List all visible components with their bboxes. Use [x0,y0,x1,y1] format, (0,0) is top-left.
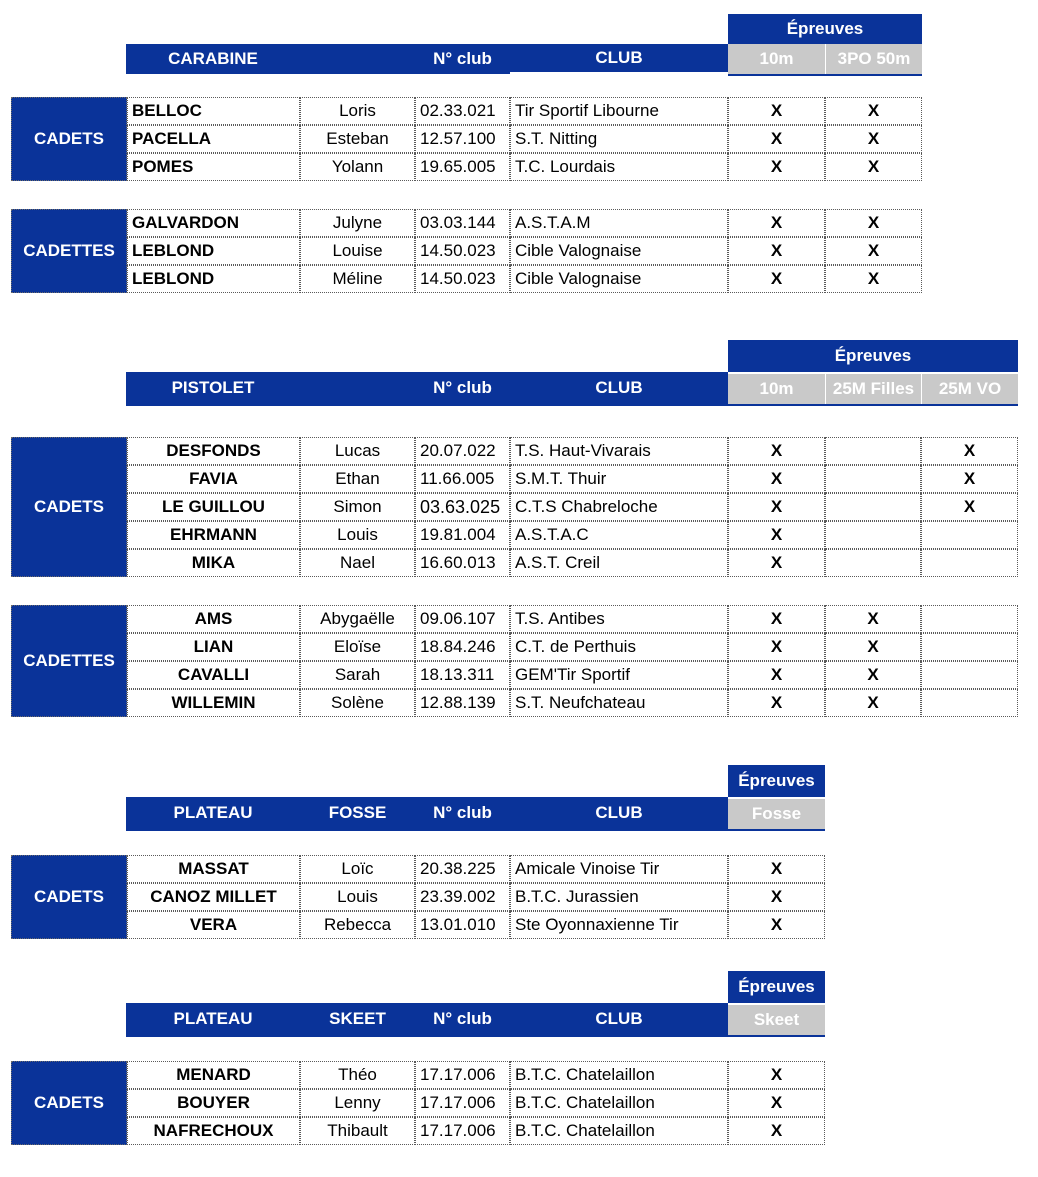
athlete-firstname: Abygaëlle [300,605,415,633]
club-name: A.S.T.A.M [510,209,728,237]
athlete-firstname: Thibault [300,1117,415,1145]
pistolet-event-25m-vo: 25M VO [921,374,1018,404]
fosse-header-fosse: FOSSE [300,797,415,829]
athlete-firstname: Loris [300,97,415,125]
club-name: B.T.C. Chatelaillon [510,1089,728,1117]
event-mark: X [728,265,825,293]
event-mark: X [728,661,825,689]
skeet-header-underline [126,1035,825,1037]
pistolet-event-25m-filles: 25M Filles [825,374,921,404]
event-mark [921,661,1018,689]
club-number: 03.63.025 [415,493,510,521]
event-mark: X [728,125,825,153]
club-name: T.C. Lourdais [510,153,728,181]
athlete-surname: AMS [127,605,300,633]
skeet-header-skeet: SKEET [300,1003,415,1035]
club-number: 17.17.006 [415,1089,510,1117]
event-mark: X [728,97,825,125]
event-mark: X [825,633,921,661]
club-number: 20.07.022 [415,437,510,465]
athlete-surname: POMES [127,153,300,181]
club-number: 14.50.023 [415,237,510,265]
athlete-surname: NAFRECHOUX [127,1117,300,1145]
carabine-events-underline [728,74,922,76]
club-name: B.T.C. Chatelaillon [510,1061,728,1089]
club-number: 19.81.004 [415,521,510,549]
event-mark: X [728,465,825,493]
event-mark: X [728,855,825,883]
athlete-surname: BOUYER [127,1089,300,1117]
carabine-header-club: CLUB [510,44,728,72]
athlete-surname: LE GUILLOU [127,493,300,521]
athlete-surname: PACELLA [127,125,300,153]
athlete-firstname: Louis [300,883,415,911]
event-mark: X [728,605,825,633]
club-number: 19.65.005 [415,153,510,181]
event-mark: X [825,209,922,237]
event-mark [921,689,1018,717]
club-number: 11.66.005 [415,465,510,493]
club-number: 16.60.013 [415,549,510,577]
event-mark: X [728,521,825,549]
athlete-firstname: Simon [300,493,415,521]
fosse-header-plateau: PLATEAU [126,797,300,829]
pistolet-header-discipline: PISTOLET [126,372,300,404]
event-mark: X [728,437,825,465]
event-mark: X [825,237,922,265]
club-name: S.T. Nitting [510,125,728,153]
athlete-surname: MASSAT [127,855,300,883]
event-mark: X [825,97,922,125]
fosse-event-fosse: Fosse [728,799,825,829]
club-name: GEM'Tir Sportif [510,661,728,689]
club-name: T.S. Haut-Vivarais [510,437,728,465]
pistolet-event-10m: 10m [728,374,825,404]
club-number: 02.33.021 [415,97,510,125]
athlete-surname: BELLOC [127,97,300,125]
athlete-firstname: Loïc [300,855,415,883]
club-number: 17.17.006 [415,1117,510,1145]
event-mark: X [728,633,825,661]
club-number: 12.88.139 [415,689,510,717]
event-mark [825,493,921,521]
pistolet-epreuves-header: Épreuves [728,340,1018,372]
fosse-header-club: CLUB [510,797,728,829]
event-mark [921,633,1018,661]
club-name: Amicale Vinoise Tir [510,855,728,883]
club-number: 09.06.107 [415,605,510,633]
event-mark [921,605,1018,633]
skeet-epreuves-header: Épreuves [728,971,825,1003]
pistolet-header-numclub: N° club [415,372,510,404]
club-name: B.T.C. Jurassien [510,883,728,911]
carabine-event-10m: 10m [728,44,825,74]
athlete-surname: CAVALLI [127,661,300,689]
athlete-firstname: Louis [300,521,415,549]
event-mark: X [728,1089,825,1117]
athlete-surname: LEBLOND [127,265,300,293]
carabine-header-prenom [300,44,415,74]
athlete-firstname: Julyne [300,209,415,237]
skeet-event-skeet: Skeet [728,1005,825,1035]
event-mark [825,549,921,577]
event-mark: X [728,237,825,265]
event-mark: X [921,465,1018,493]
club-name: S.M.T. Thuir [510,465,728,493]
club-name: Cible Valognaise [510,237,728,265]
event-mark: X [728,883,825,911]
athlete-surname: CANOZ MILLET [127,883,300,911]
athlete-surname: DESFONDS [127,437,300,465]
event-mark: X [728,911,825,939]
athlete-firstname: Yolann [300,153,415,181]
athlete-surname: LIAN [127,633,300,661]
club-name: Tir Sportif Libourne [510,97,728,125]
event-mark: X [825,661,921,689]
athlete-surname: MIKA [127,549,300,577]
event-mark: X [825,605,921,633]
athlete-firstname: Sarah [300,661,415,689]
club-number: 17.17.006 [415,1061,510,1089]
event-mark: X [728,209,825,237]
event-mark: X [825,689,921,717]
event-mark [921,549,1018,577]
club-number: 03.03.144 [415,209,510,237]
athlete-firstname: Louise [300,237,415,265]
event-mark [921,521,1018,549]
club-name: C.T.S Chabreloche [510,493,728,521]
carabine-event-3po50m: 3PO 50m [825,44,922,74]
athlete-firstname: Nael [300,549,415,577]
carabine-header-underline [126,72,510,74]
carabine-header-numclub: N° club [415,44,510,74]
pistolet-header-prenom [300,372,415,404]
event-mark: X [728,1117,825,1145]
athlete-surname: MENARD [127,1061,300,1089]
pistolet-header-underline [126,404,1018,406]
club-number: 13.01.010 [415,911,510,939]
skeet-category-cadets: CADETS [11,1061,127,1145]
event-mark: X [728,549,825,577]
club-name: S.T. Neufchateau [510,689,728,717]
event-mark: X [825,265,922,293]
club-name: A.S.T. Creil [510,549,728,577]
event-mark: X [728,1061,825,1089]
event-mark: X [921,437,1018,465]
event-mark: X [728,689,825,717]
athlete-surname: WILLEMIN [127,689,300,717]
athlete-firstname: Solène [300,689,415,717]
club-number: 20.38.225 [415,855,510,883]
event-mark: X [728,493,825,521]
carabine-header-discipline: CARABINE [126,44,300,74]
club-name: B.T.C. Chatelaillon [510,1117,728,1145]
fosse-category-cadets: CADETS [11,855,127,939]
club-name: Cible Valognaise [510,265,728,293]
athlete-firstname: Théo [300,1061,415,1089]
athlete-surname: GALVARDON [127,209,300,237]
skeet-header-club: CLUB [510,1003,728,1035]
carabine-category-cadets: CADETS [11,97,127,181]
pistolet-category-cadets: CADETS [11,437,127,577]
event-mark [825,465,921,493]
club-name: A.S.T.A.C [510,521,728,549]
carabine-epreuves-header: Épreuves [728,14,922,44]
athlete-surname: EHRMANN [127,521,300,549]
fosse-header-underline [126,829,825,831]
athlete-firstname: Lucas [300,437,415,465]
athlete-firstname: Ethan [300,465,415,493]
skeet-header-numclub: N° club [415,1003,510,1035]
athlete-firstname: Rebecca [300,911,415,939]
athlete-firstname: Esteban [300,125,415,153]
skeet-header-plateau: PLATEAU [126,1003,300,1035]
athlete-firstname: Lenny [300,1089,415,1117]
athlete-surname: VERA [127,911,300,939]
event-mark [825,437,921,465]
athlete-surname: LEBLOND [127,237,300,265]
event-mark: X [825,153,922,181]
club-name: Ste Oyonnaxienne Tir [510,911,728,939]
club-number: 18.84.246 [415,633,510,661]
club-number: 12.57.100 [415,125,510,153]
pistolet-header-club: CLUB [510,372,728,404]
event-mark: X [728,153,825,181]
club-number: 14.50.023 [415,265,510,293]
athlete-surname: FAVIA [127,465,300,493]
carabine-category-cadettes: CADETTES [11,209,127,293]
athlete-firstname: Eloïse [300,633,415,661]
event-mark: X [921,493,1018,521]
event-mark [825,521,921,549]
club-number: 23.39.002 [415,883,510,911]
club-name: C.T. de Perthuis [510,633,728,661]
fosse-header-numclub: N° club [415,797,510,829]
club-number: 18.13.311 [415,661,510,689]
club-name: T.S. Antibes [510,605,728,633]
fosse-epreuves-header: Épreuves [728,765,825,797]
pistolet-category-cadettes: CADETTES [11,605,127,717]
event-mark: X [825,125,922,153]
athlete-firstname: Méline [300,265,415,293]
